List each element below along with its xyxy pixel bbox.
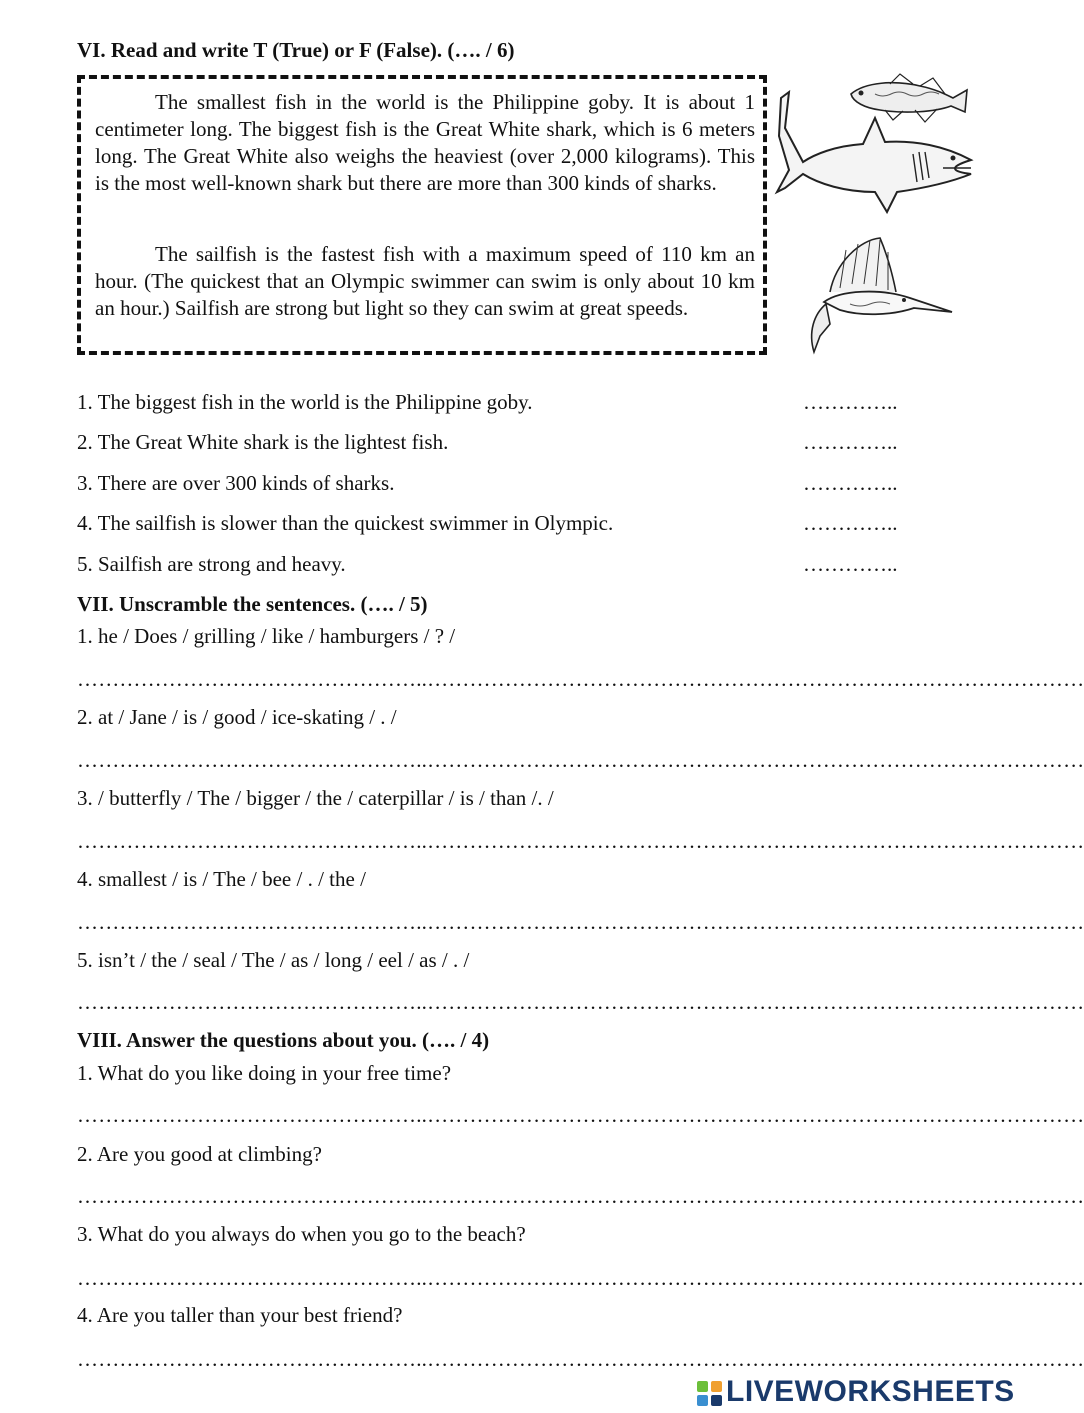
reading-paragraph-2: The sailfish is the fastest fish with a maximum speed of 110 km an hour. (The quickest that an Olympic swimmer can swim is only about 10 km an hour.) Sailfish are strong but light so they can swim at great speeds.: [95, 242, 755, 320]
great-white-shark-image: [775, 88, 975, 228]
unscramble-item-4: 4. smallest / is / The / bee / . / the /: [77, 867, 366, 891]
reading-paragraph-1: The smallest fish in the world is the Philippine goby. It is about 1 centimeter long. The biggest fish is the Great White shark, which is 6 meters long. The Great White also weighs the heaviest (over 2,000 kilograms). This is the most well-known shark but there are more than 300 kinds of sharks.: [95, 90, 755, 195]
statement-2: 2. The Great White shark is the lightest fish.: [77, 430, 449, 454]
unscramble-item-2: 2. at / Jane / is / good / ice-skating / . /: [77, 705, 397, 729]
answer-line[interactable]: …………………………………………..…………………………………………………………………………………: [77, 1347, 1084, 1371]
unscramble-item-3: 3. / butterfly / The / bigger / the / caterpillar / is / than /. /: [77, 786, 554, 810]
answer-blank-5[interactable]: …………..: [803, 552, 898, 576]
answer-blank-3[interactable]: …………..: [803, 471, 898, 495]
answer-blank-1[interactable]: …………..: [803, 390, 898, 414]
statement-4: 4. The sailfish is slower than the quickest swimmer in Olympic.: [77, 511, 614, 535]
section-6-title: VI. Read and write T (True) or F (False). (…. / 6): [77, 38, 515, 62]
unscramble-item-5: 5. isn’t / the / seal / The / as / long / eel / as / . /: [77, 948, 470, 972]
section-7-title: VII. Unscramble the sentences. (…. / 5): [77, 592, 428, 616]
liveworksheets-logo-icon: [697, 1381, 723, 1407]
liveworksheets-brand[interactable]: LIVEWORKSHEETS: [726, 1375, 1015, 1408]
question-3: 3. What do you always do when you go to the beach?: [77, 1222, 526, 1246]
statement-1: 1. The biggest fish in the world is the Philippine goby.: [77, 390, 533, 414]
unscramble-item-1: 1. he / Does / grilling / like / hamburgers / ? /: [77, 624, 456, 648]
reading-passage-box: [77, 75, 767, 355]
answer-line[interactable]: …………………………………………..…………………………………………………………………………………: [77, 1266, 1084, 1290]
answer-line[interactable]: …………………………………………..…………………………………………………………………………………: [77, 990, 1084, 1014]
answer-line[interactable]: …………………………………………..…………………………………………………………………………………: [77, 1184, 1084, 1208]
statement-5: 5. Sailfish are strong and heavy.: [77, 552, 346, 576]
answer-line[interactable]: …………………………………………..…………………………………………………………………………………: [77, 748, 1084, 772]
answer-line[interactable]: …………………………………………..…………………………………………………………………………………: [77, 1103, 1084, 1127]
section-8-title: VIII. Answer the questions about you. (…. / 4): [77, 1028, 490, 1052]
answer-blank-2[interactable]: …………..: [803, 430, 898, 454]
question-2: 2. Are you good at climbing?: [77, 1142, 322, 1166]
statement-3: 3. There are over 300 kinds of sharks.: [77, 471, 395, 495]
answer-line[interactable]: …………………………………………..…………………………………………………………………………………: [77, 667, 1084, 691]
question-1: 1. What do you like doing in your free time?: [77, 1061, 452, 1085]
question-4: 4. Are you taller than your best friend?: [77, 1303, 403, 1327]
sailfish-image: [800, 232, 955, 357]
answer-blank-4[interactable]: …………..: [803, 511, 898, 535]
answer-line[interactable]: …………………………………………..…………………………………………………………………………………: [77, 910, 1084, 934]
answer-line[interactable]: …………………………………………..…………………………………………………………………………………: [77, 829, 1084, 853]
